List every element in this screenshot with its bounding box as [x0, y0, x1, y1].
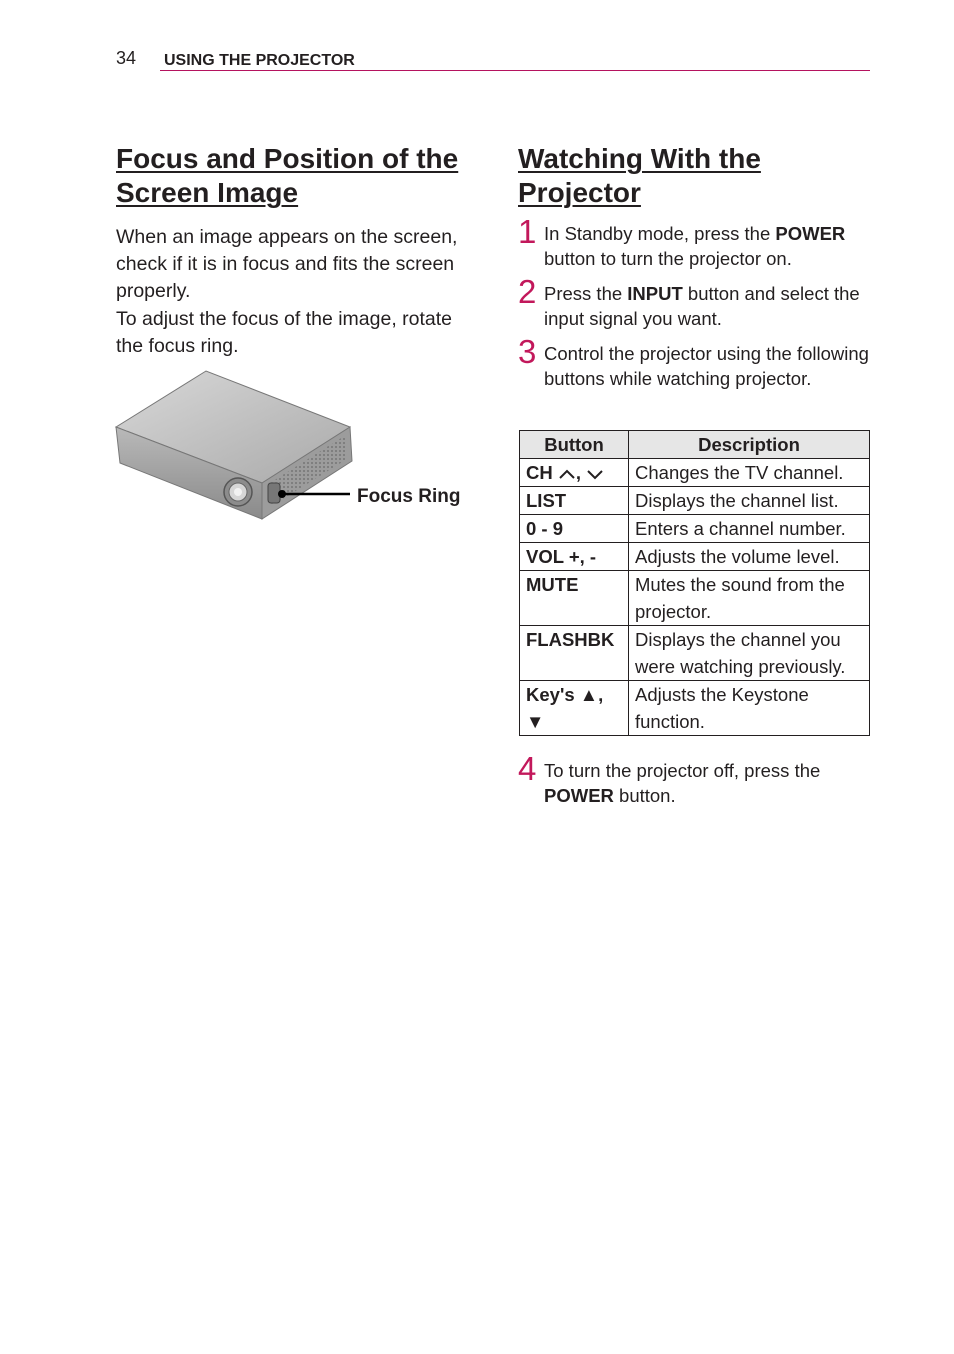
table-row — [520, 543, 870, 571]
chevron-down-icon — [586, 468, 604, 480]
step-text-part: Control the projector using the following buttons while watching projector. — [544, 343, 869, 389]
focus-title-line1: Focus and Position of the — [116, 143, 459, 174]
projector-illustration — [110, 365, 360, 525]
step-number: 3 — [518, 333, 537, 370]
section-label: USING THE PROJECTOR — [164, 52, 355, 69]
description-cell: Displays the channel you were watching previously. — [629, 626, 870, 681]
table-row — [520, 626, 870, 681]
focus-ring-label: Focus Ring — [357, 486, 461, 507]
button-cell: FLASHBK — [520, 626, 629, 681]
description-cell: Displays the channel list. — [629, 487, 870, 515]
button-cell: VOL +, - — [520, 543, 629, 571]
focus-title-line2: Screen Image — [116, 177, 299, 208]
description-cell: Enters a channel number. — [629, 515, 870, 543]
step-text — [544, 758, 870, 808]
header-rule — [160, 70, 870, 71]
step-text — [544, 281, 870, 331]
table-row — [520, 515, 870, 543]
step-keyword: POWER — [775, 223, 846, 244]
page-number: 34 — [116, 48, 137, 68]
step-1 — [518, 213, 870, 271]
button-cell: LIST — [520, 487, 629, 515]
step-number: 1 — [518, 213, 537, 250]
step-keyword: POWER — [544, 785, 614, 806]
table-row — [520, 571, 870, 626]
step-keyword: INPUT — [627, 283, 683, 304]
step-text-part: Press the — [544, 283, 628, 304]
step-text — [544, 221, 870, 271]
focus-body — [116, 224, 466, 360]
column-header-description: Description — [629, 431, 870, 459]
step-text-part: To turn the projector off, press the — [544, 760, 821, 781]
button-cell: 0 - 9 — [520, 515, 629, 543]
chevron-up-icon — [558, 468, 576, 480]
button-cell: CH , — [520, 459, 629, 487]
step-4 — [518, 750, 870, 808]
button-description-table — [519, 430, 870, 736]
focus-paragraph-1: When an image appears on the screen, check if it is in focus and fits the screen properly. — [116, 226, 458, 303]
watch-title-line1: Watching With the — [518, 143, 761, 174]
step-text — [544, 341, 870, 391]
table-row — [520, 681, 870, 736]
step-3 — [518, 333, 870, 391]
focus-section-title — [116, 142, 458, 210]
watch-section-title — [518, 142, 761, 210]
button-cell: Key's ▲, ▼ — [520, 681, 629, 736]
description-cell: Adjusts the volume level. — [629, 543, 870, 571]
step-number: 4 — [518, 750, 537, 787]
focus-paragraph-2: To adjust the focus of the image, rotate the focus ring. — [116, 307, 453, 357]
button-name: CH — [526, 462, 553, 483]
step-text-part: button to turn the projector on. — [544, 248, 792, 269]
watch-title-line2: Projector — [518, 177, 641, 208]
step-text-part: button and select the input signal you want. — [544, 283, 860, 329]
description-cell: Changes the TV channel. — [629, 459, 870, 487]
step-2 — [518, 273, 870, 331]
table-header-row — [520, 431, 870, 459]
description-cell: Mutes the sound from the projector. — [629, 571, 870, 626]
button-cell: MUTE — [520, 571, 629, 626]
column-header-button: Button — [520, 431, 629, 459]
table-row — [520, 459, 870, 487]
step-text-part: button. — [613, 785, 676, 806]
description-cell: Adjusts the Keystone function. — [629, 681, 870, 736]
table-row — [520, 487, 870, 515]
step-number: 2 — [518, 273, 537, 310]
step-text-part: In Standby mode, press the — [544, 223, 776, 244]
